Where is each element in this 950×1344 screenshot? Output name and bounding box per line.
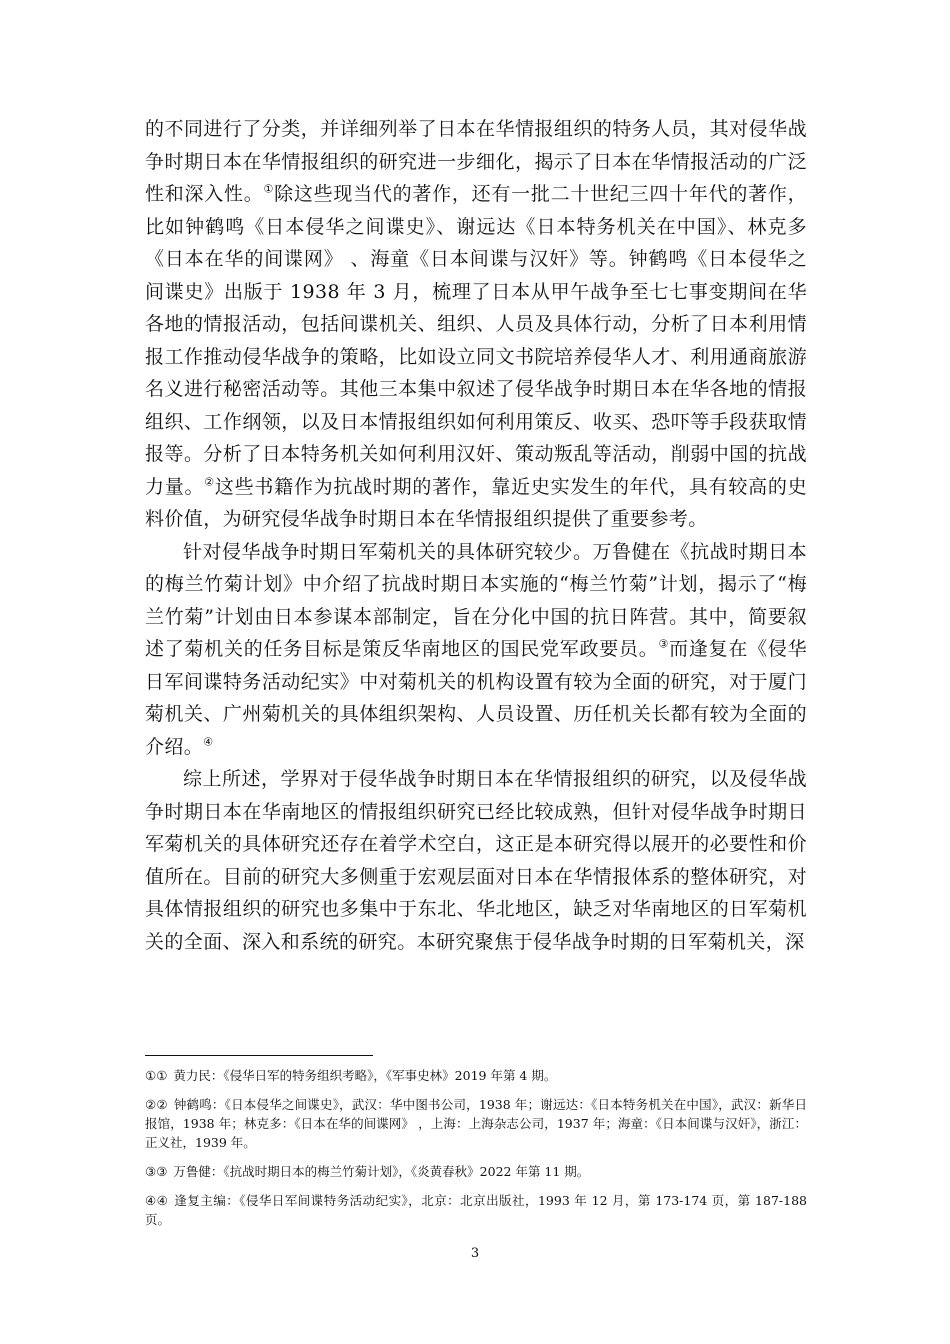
footnote (145, 1162, 807, 1181)
footnote-mark: ②② (145, 1097, 168, 1112)
paragraph-text: 这些书籍作为抗战时期的著作，靠近史实发生的年代，具有较高的史料价值，为研究侵华战争时期日本在华情报组织提供了重要参考。 (145, 475, 807, 530)
paragraph-text: 而逢复在《侵华日军间谍特务活动纪实》中对菊机关的机构设置有较为全面的研究，对于厦门菊机关、广州菊机关的具体组织架构、人员设置、历任机关长都有较为全面的介绍。 (145, 638, 808, 758)
footnote-reference[interactable]: ② (204, 475, 215, 489)
footnote-separator (145, 1055, 373, 1056)
footnote (145, 1095, 807, 1152)
footnote-mark: ③③ (145, 1164, 168, 1179)
paragraph-text: 的不同进行了分类，并详细列举了日本在华情报组织的特务人员，其对侵华战争时期日本在华情报组织的研究进一步细化，揭示了日本在华情报活动的广泛性和深入性。 (145, 118, 807, 205)
footnote-text: 钟鹤鸣：《日本侵华之间谍史》，武汉：华中图书公司，1938 年；谢远达：《日本特务机关在中国》，武汉：新华日报馆，1938 年；林克多：《日本在华的间谍网》 ，上海：上海杂志公司，1937 年；海童：《日本间谍与汉奸》，浙江：正义社，1939 年。 (145, 1097, 807, 1150)
footnote-text: 万鲁健：《抗战时期日本的梅兰竹菊计划》，《炎黄春秋》2022 年第 11 期。 (173, 1164, 590, 1179)
body-text (145, 113, 807, 958)
footnote-mark: ①① (145, 1068, 168, 1083)
footnote (145, 1066, 807, 1085)
footnote (145, 1191, 807, 1229)
footnotes (145, 1066, 807, 1239)
page-number: 3 (470, 1246, 480, 1261)
paragraph (145, 536, 807, 764)
paragraph (145, 763, 807, 958)
footnote-text: 逢复主编：《侵华日军间谍特务活动纪实》，北京：北京出版社，1993 年 12 月，第 173-174 页，第 187-188 页。 (145, 1193, 807, 1227)
footnote-reference[interactable]: ③ (658, 637, 670, 651)
footnote-mark: ④④ (145, 1193, 169, 1208)
footnote-reference[interactable]: ① (263, 182, 275, 196)
paragraph-text: 针对侵华战争时期日军菊机关的具体研究较少。万鲁健在《抗战时期日本的梅兰竹菊计划》中介绍了抗战时期日本实施的“梅兰竹菊”计划，揭示了“梅兰竹菊”计划由日本参谋本部制定，旨在分化中国的抗日阵营。其中，简要叙述了菊机关的任务目标是策反华南地区的国民党军政要员。 (145, 540, 807, 660)
paragraph (145, 113, 807, 536)
paragraph-text: 综上所述，学界对于侵华战争时期日本在华情报组织的研究，以及侵华战争时期日本在华南地区的情报组织研究已经比较成熟，但针对侵华战争时期日军菊机关的具体研究还存在着学术空白，这正是本研究得以展开的必要性和价值所在。目前的研究大多侧重于宏观层面对日本在华情报体系的整体研究，对具体情报组织的研究也多集中于东北、华北地区，缺乏对华南地区的日军菊机关的全面、深入和系统的研究。本研究聚焦于侵华战争时期的日军菊机关，深 (145, 768, 807, 953)
footnote-reference[interactable]: ④ (203, 735, 214, 749)
footnote-text: 黄力民：《侵华日军的特务组织考略》，《军事史林》2019 年第 4 期。 (173, 1068, 557, 1083)
paragraph-text: 除这些现当代的著作，还有一批二十世纪三四十年代的著作，比如钟鹤鸣《日本侵华之间谍史》、谢远达《日本特务机关在中国》、林克多《日本在华的间谍网》 、海童《日本间谍与汉奸》等。钟鹤鸣《日本侵华之间谍史》出版于 1938 年 3 月，梳理了日本从甲午战争至七七事变期间在华各地的情报活动，包括间谍机关、组织、人员及具体行动，分析了日本利用情报工作推动侵华战争的策略，比如设立同文书院培养侵华人才、利用通商旅游名义进行秘密活动等。其他三本集中叙述了侵华战争时期日本在华各地的情报组织、工作纲领，以及日本情报组织如何利用策反、收买、恐吓等手段获取情报等。分析了日本特务机关如何利用汉奸、策动叛乱等活动，削弱中国的抗战力量。 (145, 183, 807, 498)
